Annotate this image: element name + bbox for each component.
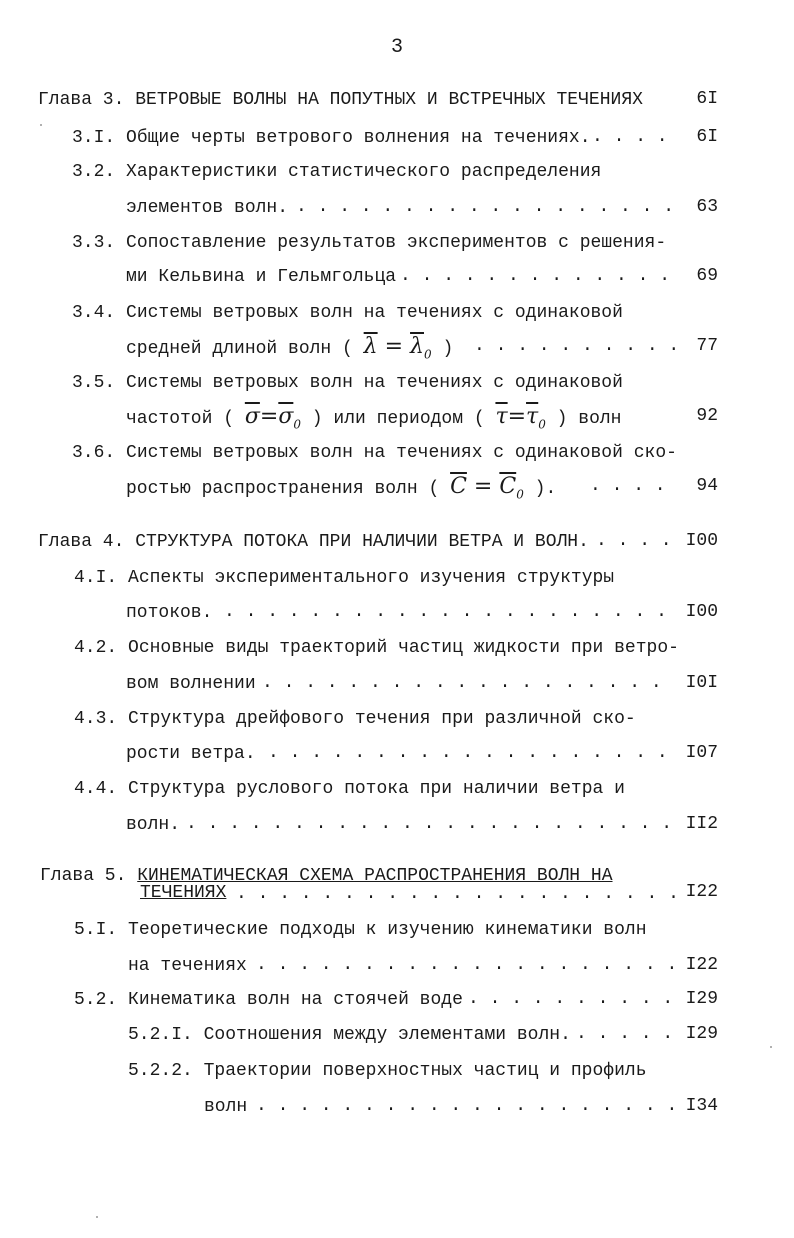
dot-leader bbox=[268, 743, 678, 763]
formula-symbol: $\overline{\lambda}$ bbox=[410, 334, 424, 359]
dot-leader bbox=[256, 955, 678, 975]
chapter-label: Глава 4. bbox=[38, 532, 125, 552]
dot-leader bbox=[236, 884, 678, 904]
toc-entry-3-4 bbox=[72, 302, 623, 324]
formula-subscript: 0 bbox=[424, 347, 432, 362]
chapter-title: ВЕТРОВЫЕ ВОЛНЫ НА ПОПУТНЫХ И ВСТРЕЧНЫХ ТЕЧЕНИЯХ bbox=[135, 90, 643, 110]
page-ref: 6I bbox=[696, 127, 718, 147]
page-ref: I29 bbox=[685, 1024, 718, 1044]
entry-number: 3.2. bbox=[72, 162, 116, 182]
page-ref: 77 bbox=[696, 336, 718, 356]
entry-number: 4.2. bbox=[74, 638, 118, 658]
entry-title: Структура дрейфового течения при различной ско- bbox=[128, 709, 636, 729]
dot-leader bbox=[468, 989, 678, 1009]
entry-title-cont: рости ветра. bbox=[126, 744, 256, 764]
formula-equals: = bbox=[473, 474, 493, 499]
scan-speck bbox=[770, 1046, 772, 1048]
toc-entry-5-2-2 bbox=[128, 1060, 647, 1082]
toc-entry-3-1 bbox=[72, 127, 591, 149]
page-ref: 69 bbox=[696, 266, 718, 286]
formula-symbol: $\overline{\sigma}$ bbox=[244, 404, 260, 429]
page-ref: I0I bbox=[685, 673, 718, 693]
entry-title: Характеристики статистического распределения bbox=[126, 162, 602, 182]
page-ref: I22 bbox=[685, 955, 718, 975]
entry-title: Траектории поверхностных частиц и профиль bbox=[203, 1061, 647, 1081]
toc-entry-5-2 bbox=[74, 989, 463, 1011]
chapter-label: Глава 5. bbox=[40, 866, 127, 886]
page-ref: I22 bbox=[685, 882, 718, 902]
dot-leader bbox=[256, 1096, 678, 1116]
entry-title-cont: на течениях bbox=[128, 956, 247, 976]
entry-number: 4.4. bbox=[74, 779, 118, 799]
entry-number: 5.2. bbox=[74, 990, 118, 1010]
formula-subscript: 0 bbox=[538, 417, 546, 432]
entry-title: Аспекты экспериментального изучения структуры bbox=[128, 568, 615, 588]
chapter-label: Глава 3. bbox=[38, 90, 125, 110]
entry-number: 3.4. bbox=[72, 303, 116, 323]
entry-text: ) волн bbox=[556, 409, 622, 429]
page-number: 3 bbox=[390, 36, 403, 59]
dot-leader bbox=[592, 127, 678, 147]
entry-number: 3.6. bbox=[72, 443, 116, 463]
formula-equals: = bbox=[507, 404, 527, 429]
page-ref: 94 bbox=[696, 476, 718, 496]
page-ref: II2 bbox=[685, 814, 718, 834]
page-ref: 63 bbox=[696, 197, 718, 217]
toc-entry-4-3 bbox=[74, 708, 636, 730]
entry-title: Соотношения между элементами волн. bbox=[203, 1025, 571, 1045]
entry-number: 3.3. bbox=[72, 233, 116, 253]
toc-entry-4-2 bbox=[74, 637, 679, 659]
toc-entry-3-3 bbox=[72, 232, 666, 254]
page-ref: 6I bbox=[696, 89, 718, 109]
entry-title-cont bbox=[126, 406, 621, 435]
entry-number: 4.3. bbox=[74, 709, 118, 729]
entry-text: ) или периодом ( bbox=[311, 409, 485, 429]
entry-text: ) bbox=[442, 339, 454, 359]
formula-subscript: 0 bbox=[516, 487, 524, 502]
dot-leader bbox=[296, 197, 678, 217]
entry-number: 4.I. bbox=[74, 568, 118, 588]
page-ref: I29 bbox=[685, 989, 718, 1009]
entry-text: средней длиной волн ( bbox=[126, 339, 353, 359]
formula-equals: = bbox=[384, 334, 404, 359]
chapter-title-cont bbox=[140, 882, 226, 904]
page-ref: I00 bbox=[685, 602, 718, 622]
entry-title-cont bbox=[126, 476, 556, 505]
dot-leader bbox=[596, 531, 678, 551]
dot-leader bbox=[474, 336, 678, 356]
entry-title-cont: волн. bbox=[126, 815, 181, 835]
formula-symbol: $\overline{C}$ bbox=[450, 474, 467, 499]
entry-title-cont: волн bbox=[204, 1097, 248, 1117]
dot-leader bbox=[400, 266, 678, 286]
formula-equals: = bbox=[259, 404, 279, 429]
page-ref: I07 bbox=[685, 743, 718, 763]
formula-symbol: $\overline{\lambda}$ bbox=[363, 334, 378, 359]
toc-chapter-3 bbox=[38, 89, 643, 111]
toc-entry-3-5 bbox=[72, 372, 623, 394]
entry-title: Структура руслового потока при наличии ветра и bbox=[128, 779, 625, 799]
page-ref: I34 bbox=[685, 1096, 718, 1116]
dot-leader bbox=[224, 602, 678, 622]
entry-number: 5.I. bbox=[74, 920, 118, 940]
entry-title-cont: потоков. bbox=[126, 603, 213, 623]
formula-subscript: 0 bbox=[293, 417, 301, 432]
entry-text: ). bbox=[534, 479, 557, 499]
formula-symbol: $\overline{C}$ bbox=[499, 474, 517, 499]
dot-leader bbox=[576, 1024, 678, 1044]
dot-leader bbox=[262, 673, 668, 693]
formula-symbol: $\overline{\sigma}$ bbox=[278, 404, 294, 429]
toc-entry-5-1 bbox=[74, 919, 647, 941]
formula-c bbox=[450, 474, 524, 502]
entry-number: 5.2.I. bbox=[128, 1025, 193, 1045]
entry-title: Системы ветровых волн на течениях с одинаковой ско- bbox=[126, 443, 677, 463]
dot-leader bbox=[590, 476, 678, 496]
formula-tau bbox=[495, 404, 546, 432]
entry-title: Общие черты ветрового волнения на течениях. bbox=[126, 128, 591, 148]
toc-entry-4-4 bbox=[74, 778, 625, 800]
entry-text: частотой ( bbox=[126, 409, 235, 429]
entry-title: Теоретические подходы к изучению кинематики волн bbox=[128, 920, 647, 940]
entry-title: Основные виды траекторий частиц жидкости при ветро- bbox=[128, 638, 679, 658]
formula-symbol: $\overline{\tau}$ bbox=[526, 404, 539, 429]
toc-chapter-4 bbox=[38, 531, 589, 553]
scan-speck bbox=[96, 1216, 98, 1218]
page-ref: I00 bbox=[685, 531, 718, 551]
entry-title-cont: элементов волн. bbox=[126, 198, 289, 218]
entry-number: 3.5. bbox=[72, 373, 116, 393]
entry-title-cont: ми Кельвина и Гельмгольца bbox=[126, 267, 397, 287]
toc-entry-4-1 bbox=[74, 567, 614, 589]
toc-entry-3-2 bbox=[72, 161, 601, 183]
entry-number: 3.I. bbox=[72, 128, 116, 148]
entry-text: ростью распространения волн ( bbox=[126, 479, 440, 499]
toc-entry-5-2-1 bbox=[128, 1024, 571, 1046]
formula-lambda bbox=[363, 334, 432, 362]
formula-symbol: $\overline{\tau}$ bbox=[495, 404, 508, 429]
entry-number: 5.2.2. bbox=[128, 1061, 193, 1081]
entry-title: Системы ветровых волн на течениях с одинаковой bbox=[126, 303, 623, 323]
entry-title: Кинематика волн на стоячей воде bbox=[128, 990, 463, 1010]
chapter-title: КИНЕМАТИЧЕСКАЯ СХЕМА РАСПРОСТРАНЕНИЯ ВОЛН НА bbox=[137, 866, 613, 886]
scan-speck bbox=[40, 124, 42, 126]
formula-sigma bbox=[244, 404, 301, 432]
page-ref: 92 bbox=[696, 406, 718, 426]
entry-title: Системы ветровых волн на течениях с одинаковой bbox=[126, 373, 623, 393]
dot-leader bbox=[186, 814, 678, 834]
entry-title-cont: вом волнении bbox=[126, 674, 256, 694]
chapter-title-text: ТЕЧЕНИЯХ bbox=[140, 883, 227, 903]
chapter-title: СТРУКТУРА ПОТОКА ПРИ НАЛИЧИИ ВЕТРА И ВОЛН. bbox=[135, 532, 589, 552]
entry-title: Сопоставление результатов экспериментов с решения- bbox=[126, 233, 667, 253]
toc-entry-3-6 bbox=[72, 442, 677, 464]
entry-title-cont bbox=[126, 336, 453, 365]
